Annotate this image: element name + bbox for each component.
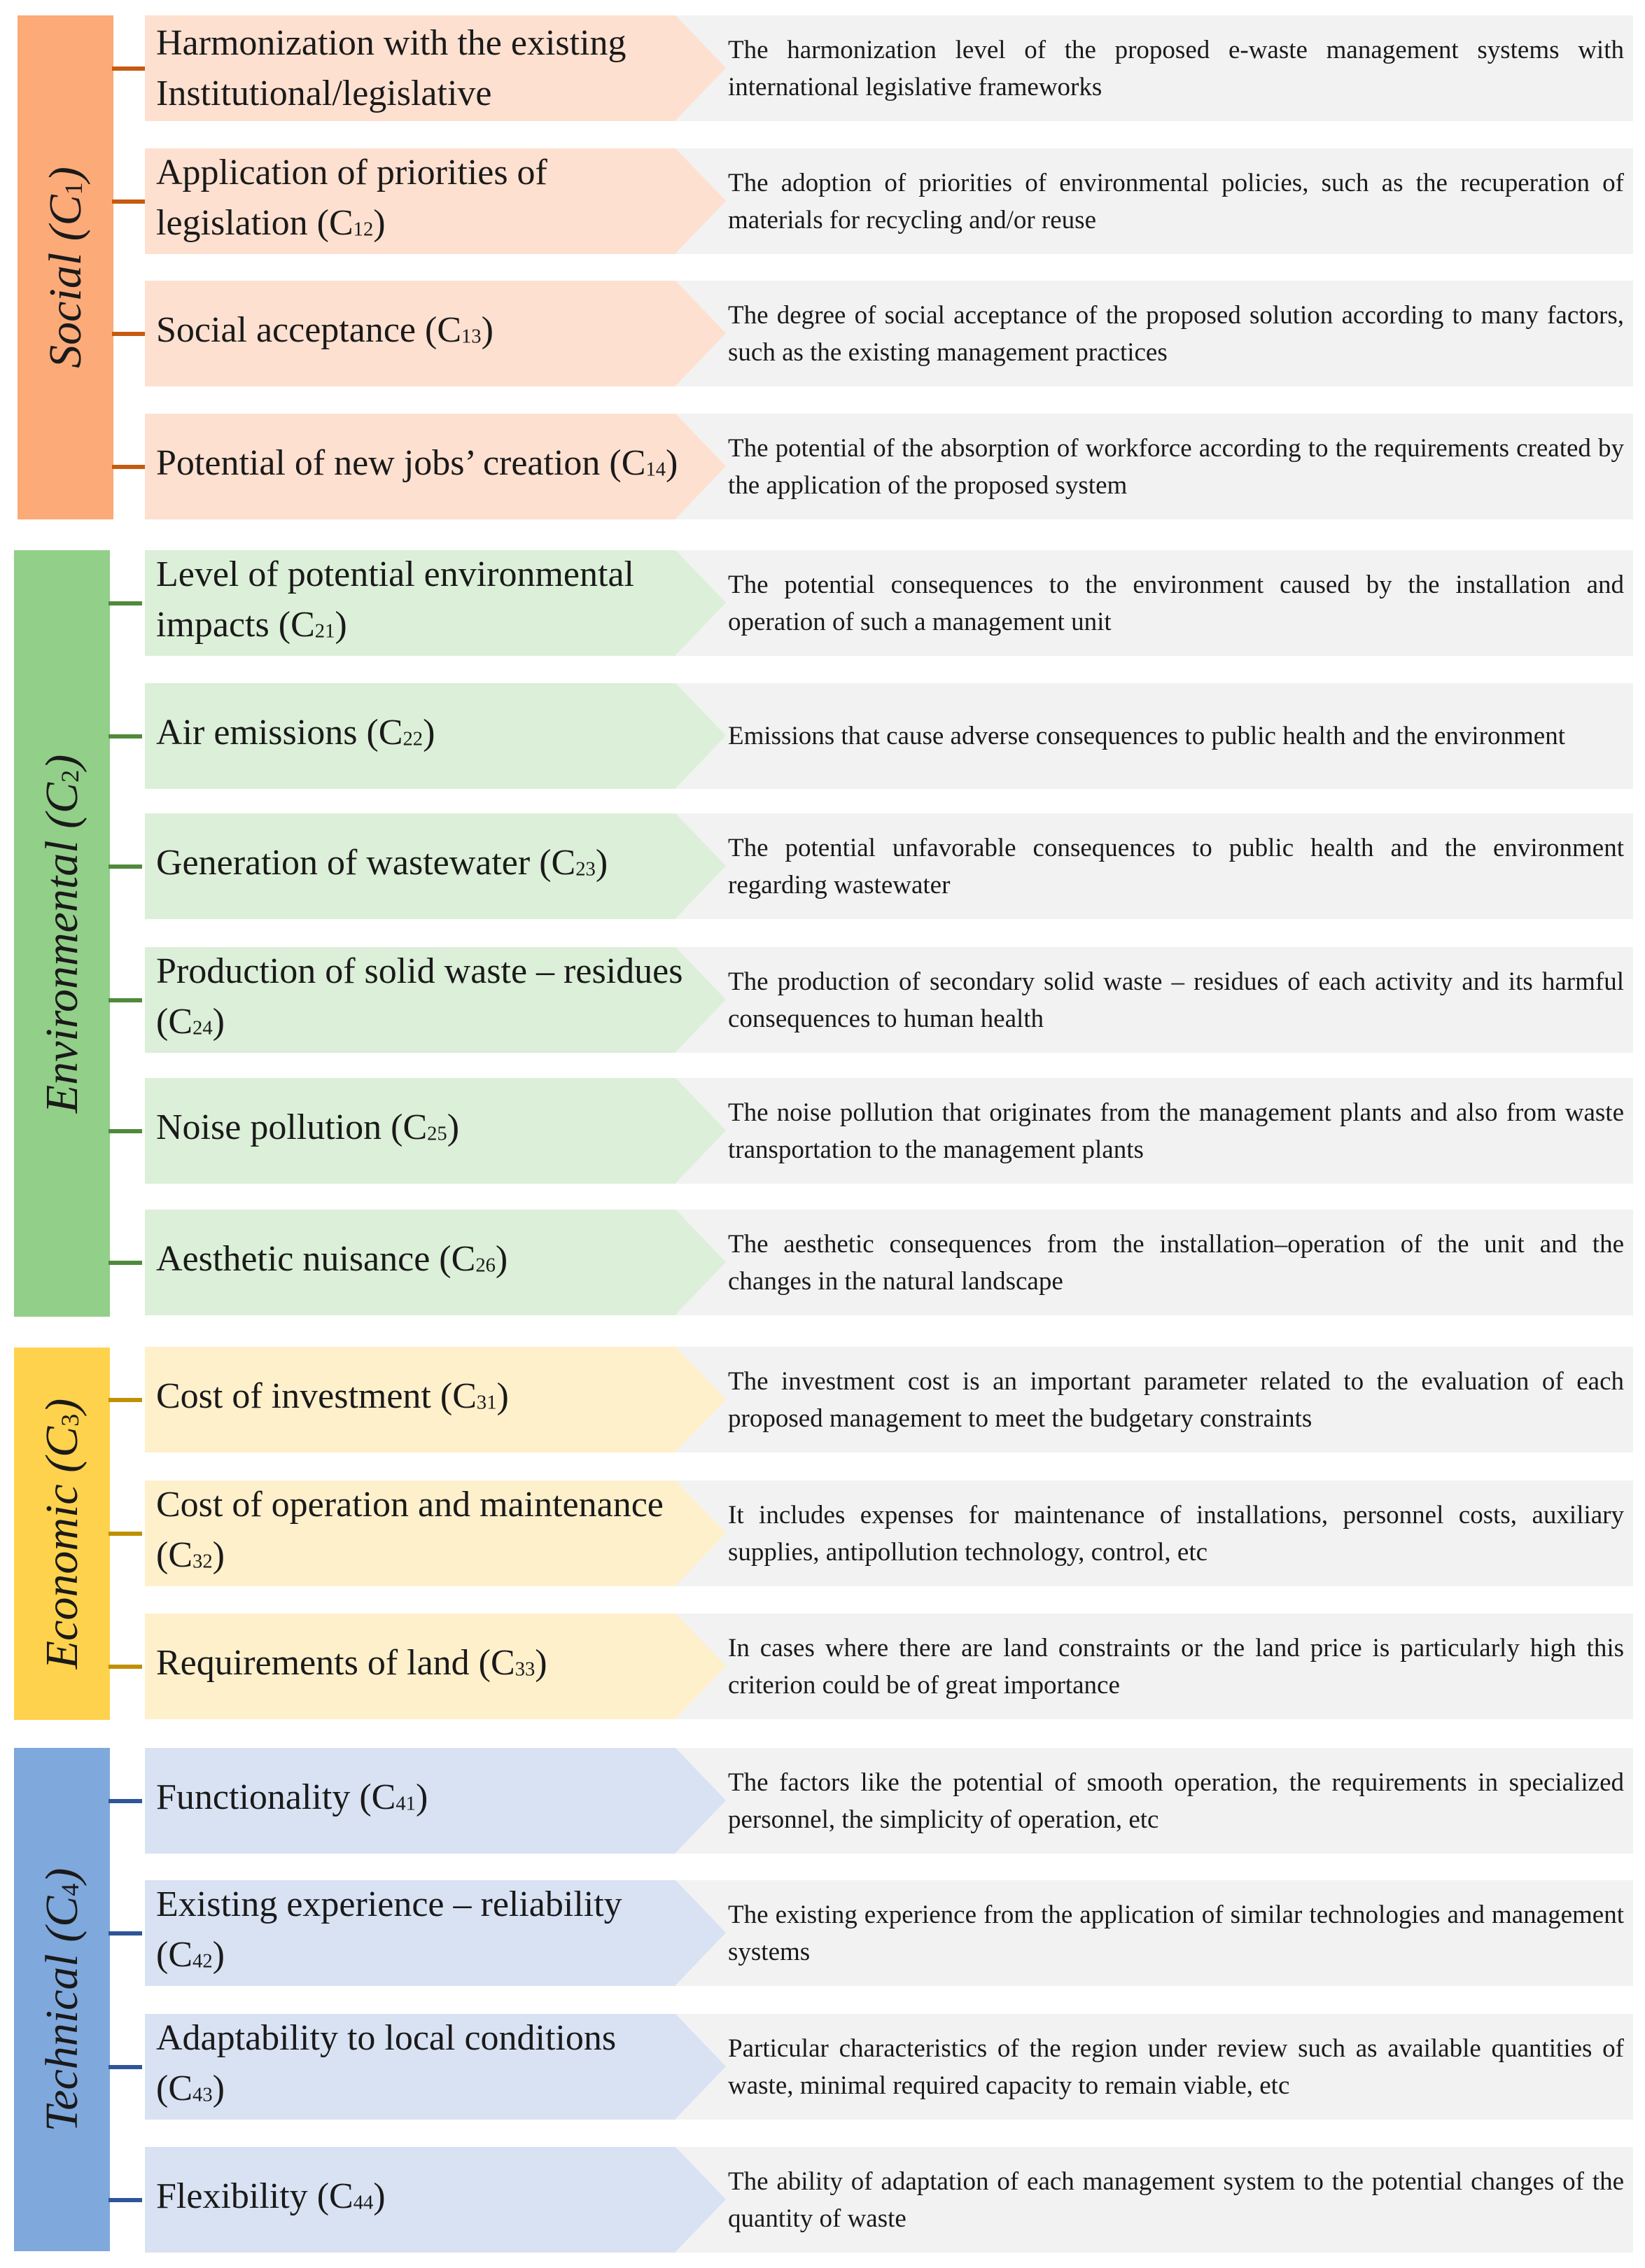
criterion-code: C bbox=[371, 1777, 396, 1817]
criterion-description-text: The degree of social acceptance of the proposed solution according to many factors, such as the existing management practices bbox=[728, 300, 1624, 367]
connector-line bbox=[108, 1129, 142, 1133]
criterion-title bbox=[156, 1347, 688, 1452]
criterion-code-subscript: 42 bbox=[192, 1950, 213, 1973]
criterion-title-text: Aesthetic nuisance $(C_{26})$ bbox=[156, 1238, 508, 1279]
criterion-code: C bbox=[168, 1534, 193, 1575]
criterion-description bbox=[728, 1748, 1624, 1854]
category-code: C bbox=[36, 1896, 88, 1927]
category-code-subscript: 2 bbox=[55, 769, 84, 783]
connector-line bbox=[108, 998, 142, 1002]
criterion-name: Harmonization with the existing Institutional/legislative bbox=[156, 22, 626, 113]
criterion-name: Application of priorities of legislation bbox=[156, 152, 547, 243]
criterion-description-text: The aesthetic consequences from the installation–operation of the unit and the changes in the natural landscape bbox=[728, 1229, 1624, 1296]
connector-line bbox=[112, 66, 146, 71]
category-code-subscript: 4 bbox=[55, 1883, 84, 1896]
criterion-name: Cost of operation and maintenance bbox=[156, 1484, 664, 1525]
criterion-code-subscript: 25 bbox=[427, 1123, 447, 1145]
criterion-code: C bbox=[290, 604, 315, 645]
criterion-name: Production of solid waste – residues bbox=[156, 951, 683, 991]
criterion-code-subscript: 43 bbox=[192, 2084, 213, 2106]
criterion-description bbox=[728, 1614, 1624, 1719]
criterion-title bbox=[156, 1480, 688, 1586]
criterion-title-text: Functionality $(C_{41})$ bbox=[156, 1777, 428, 1817]
criterion-name: Noise pollution bbox=[156, 1107, 382, 1147]
criterion-code-subscript: 31 bbox=[476, 1392, 497, 1414]
criterion-code-subscript: 44 bbox=[353, 2192, 374, 2214]
criterion-title bbox=[156, 1210, 688, 1315]
criterion-code-subscript: 32 bbox=[192, 1550, 213, 1573]
criterion-code-subscript: 24 bbox=[192, 1017, 213, 1040]
criterion-description bbox=[728, 2147, 1624, 2253]
criterion-code: C bbox=[329, 2176, 354, 2216]
category-name: Technical bbox=[36, 1953, 88, 2132]
connector-line bbox=[108, 1532, 142, 1536]
criterion-code-subscript: 33 bbox=[514, 1658, 536, 1681]
criterion-description bbox=[728, 1880, 1624, 1986]
connector-line bbox=[108, 1931, 142, 1935]
connector-line bbox=[112, 200, 146, 204]
criterion-description bbox=[728, 1480, 1624, 1586]
criterion-code: C bbox=[437, 309, 461, 350]
category-bar-economic bbox=[14, 1348, 110, 1720]
criterion-name: Existing experience – reliability bbox=[156, 1884, 622, 1924]
criterion-description-text: The potential consequences to the environment caused by the installation and operation of such a management unit bbox=[728, 570, 1624, 636]
criterion-title-text: Production of solid waste – residues $(C_{24})$ bbox=[156, 951, 683, 1042]
criterion-description-text: The investment cost is an important parameter related to the evaluation of each proposed management to meet the budgetary constraints bbox=[728, 1366, 1624, 1433]
connector-line bbox=[108, 1261, 142, 1265]
criterion-description-text: The ability of adaptation of each management system to the potential changes of the quantity of waste bbox=[728, 2166, 1624, 2233]
criterion-title bbox=[156, 148, 688, 254]
criterion-name: Adaptability to local conditions bbox=[156, 2017, 617, 2058]
criterion-title bbox=[156, 813, 688, 919]
criterion-title bbox=[156, 1614, 688, 1719]
criterion-title bbox=[156, 2014, 688, 2120]
criterion-title bbox=[156, 414, 688, 519]
criterion-title-text: Requirements of land $(C_{33})$ bbox=[156, 1642, 547, 1683]
criterion-description bbox=[728, 1347, 1624, 1452]
criterion-description bbox=[728, 148, 1624, 254]
criterion-title-text: Cost of investment $(C_{31})$ bbox=[156, 1376, 509, 1416]
criterion-description bbox=[728, 683, 1624, 789]
criterion-title bbox=[156, 550, 688, 656]
category-code: C bbox=[36, 782, 88, 813]
category-bar-environmental bbox=[14, 550, 110, 1317]
category-bar-social bbox=[18, 15, 113, 519]
category-name: Social bbox=[39, 252, 91, 368]
criterion-description bbox=[728, 1210, 1624, 1315]
criterion-description bbox=[728, 15, 1624, 121]
criterion-code: C bbox=[491, 1642, 515, 1683]
criterion-description bbox=[728, 550, 1624, 656]
criterion-title bbox=[156, 15, 688, 121]
connector-line bbox=[108, 1665, 142, 1669]
criterion-code: C bbox=[378, 712, 403, 752]
criterion-description bbox=[728, 947, 1624, 1053]
criterion-title bbox=[156, 2147, 688, 2253]
criterion-title-text: Air emissions $(C_{22})$ bbox=[156, 712, 435, 752]
criterion-title bbox=[156, 1748, 688, 1854]
category-code-subscript: 1 bbox=[59, 182, 88, 195]
criterion-title-text: Application of priorities of legislation $(C_{12})$ bbox=[156, 152, 547, 243]
criterion-title-text bbox=[156, 18, 688, 119]
criterion-description-text: The adoption of priorities of environmental policies, such as the recuperation of materials for recycling and/or reuse bbox=[728, 168, 1624, 234]
criterion-code-subscript: 41 bbox=[396, 1793, 416, 1815]
criterion-title-text: Social acceptance $(C_{13})$ bbox=[156, 309, 493, 350]
criterion-title-text: Potential of new jobs’ creation $(C_{14})$ bbox=[156, 442, 678, 483]
criterion-description bbox=[728, 414, 1624, 519]
category-label: Technical $(C_4)$ bbox=[36, 1868, 88, 2132]
criterion-title-text: Flexibility $(C_{44})$ bbox=[156, 2176, 386, 2216]
criterion-name: Level of potential environmental impacts bbox=[156, 554, 634, 645]
category-label: Social $(C_1)$ bbox=[39, 167, 91, 368]
criterion-code: C bbox=[451, 1238, 476, 1279]
criterion-description-text: The existing experience from the application of similar technologies and management systems bbox=[728, 1900, 1624, 1966]
criterion-name: Flexibility bbox=[156, 2176, 308, 2216]
criterion-code-subscript: 22 bbox=[402, 728, 424, 750]
criterion-description bbox=[728, 2014, 1624, 2120]
category-code: C bbox=[36, 1426, 88, 1457]
criterion-code-subscript: 26 bbox=[475, 1254, 496, 1277]
category-bar-technical bbox=[14, 1748, 110, 2251]
criterion-code-subscript: 13 bbox=[461, 326, 482, 348]
criterion-title-text: Generation of wastewater $(C_{23})$ bbox=[156, 842, 608, 883]
connector-line bbox=[108, 601, 142, 606]
criterion-code-subscript: 14 bbox=[645, 458, 666, 481]
criterion-title-text: Cost of operation and maintenance $(C_{32})$ bbox=[156, 1484, 664, 1575]
connector-line bbox=[108, 2065, 142, 2069]
criterion-code-subscript: 23 bbox=[575, 858, 596, 881]
criterion-description-text: Particular characteristics of the region under review such as available quantities of waste, minimal required capacity to remain viable, etc bbox=[728, 2033, 1624, 2100]
connector-line bbox=[108, 864, 142, 869]
criterion-title bbox=[156, 281, 688, 386]
criterion-code: C bbox=[328, 202, 354, 243]
criterion-name: Requirements of land bbox=[156, 1642, 470, 1683]
criterion-title-text: Adaptability to local conditions $(C_{43})$ bbox=[156, 2017, 617, 2108]
criterion-name: Generation of wastewater bbox=[156, 842, 531, 883]
category-code-subscript: 3 bbox=[55, 1413, 84, 1427]
criterion-name: Potential of new jobs’ creation bbox=[156, 442, 601, 483]
criterion-code-subscript: 21 bbox=[314, 620, 335, 643]
connector-line bbox=[108, 734, 142, 738]
criterion-code: C bbox=[452, 1376, 477, 1416]
connector-line bbox=[112, 332, 146, 336]
criterion-title-text: Noise pollution $(C_{25})$ bbox=[156, 1107, 460, 1147]
category-name: Economic bbox=[36, 1484, 88, 1670]
criterion-title bbox=[156, 1880, 688, 1986]
connector-line bbox=[112, 465, 146, 469]
criterion-description-text: Emissions that cause adverse consequences to public health and the environment bbox=[728, 722, 1565, 750]
category-code: C bbox=[39, 195, 91, 226]
criterion-description-text: The noise pollution that originates from the management plants and also from waste transportation to the management plants bbox=[728, 1098, 1624, 1164]
connector-line bbox=[108, 1398, 142, 1402]
criterion-description bbox=[728, 813, 1624, 919]
criterion-title-text: Existing experience – reliability $(C_{42})$ bbox=[156, 1884, 622, 1975]
criterion-description-text: The potential of the absorption of workforce according to the requirements created by the application of the proposed system bbox=[728, 433, 1624, 500]
criterion-code: C bbox=[551, 842, 576, 883]
criterion-description bbox=[728, 1078, 1624, 1184]
criterion-title bbox=[156, 947, 688, 1053]
connector-line bbox=[108, 2198, 142, 2202]
connector-line bbox=[108, 1799, 142, 1803]
criterion-code: C bbox=[168, 1001, 193, 1042]
criterion-name: Air emissions bbox=[156, 712, 358, 752]
criterion-description-text: In cases where there are land constraints or the land price is particularly high this criterion could be of great importance bbox=[728, 1633, 1624, 1700]
criterion-description-text: The production of secondary solid waste – residues of each activity and its harmful consequences to human health bbox=[728, 967, 1624, 1033]
criterion-code: C bbox=[402, 1107, 428, 1147]
criterion-name: Cost of investment bbox=[156, 1376, 431, 1416]
criterion-code: C bbox=[168, 2068, 193, 2108]
criterion-description-text: The factors like the potential of smooth operation, the requirements in specialized personnel, the simplicity of operation, etc bbox=[728, 1768, 1624, 1834]
criterion-description-text: It includes expenses for maintenance of installations, personnel costs, auxiliary supplies, antipollution technology, control, etc bbox=[728, 1500, 1624, 1567]
criterion-name: Aesthetic nuisance bbox=[156, 1238, 430, 1279]
criterion-name: Functionality bbox=[156, 1777, 351, 1817]
category-name: Environmental bbox=[36, 839, 88, 1113]
criterion-title bbox=[156, 683, 688, 789]
criterion-description-text: The potential unfavorable consequences to public health and the environment regarding wastewater bbox=[728, 833, 1624, 899]
criterion-code: C bbox=[168, 1934, 193, 1975]
criterion-description bbox=[728, 281, 1624, 386]
criterion-name: Social acceptance bbox=[156, 309, 416, 350]
category-label: Environmental $(C_2)$ bbox=[36, 754, 88, 1113]
criterion-title-text: Level of potential environmental impacts $(C_{21})$ bbox=[156, 554, 634, 645]
criterion-title bbox=[156, 1078, 688, 1184]
category-label: Economic $(C_3)$ bbox=[36, 1398, 88, 1670]
criterion-code-subscript: 12 bbox=[353, 218, 374, 241]
criterion-code: C bbox=[621, 442, 646, 483]
criterion-description-text: The harmonization level of the proposed e-waste management systems with international legislative frameworks bbox=[728, 35, 1624, 102]
